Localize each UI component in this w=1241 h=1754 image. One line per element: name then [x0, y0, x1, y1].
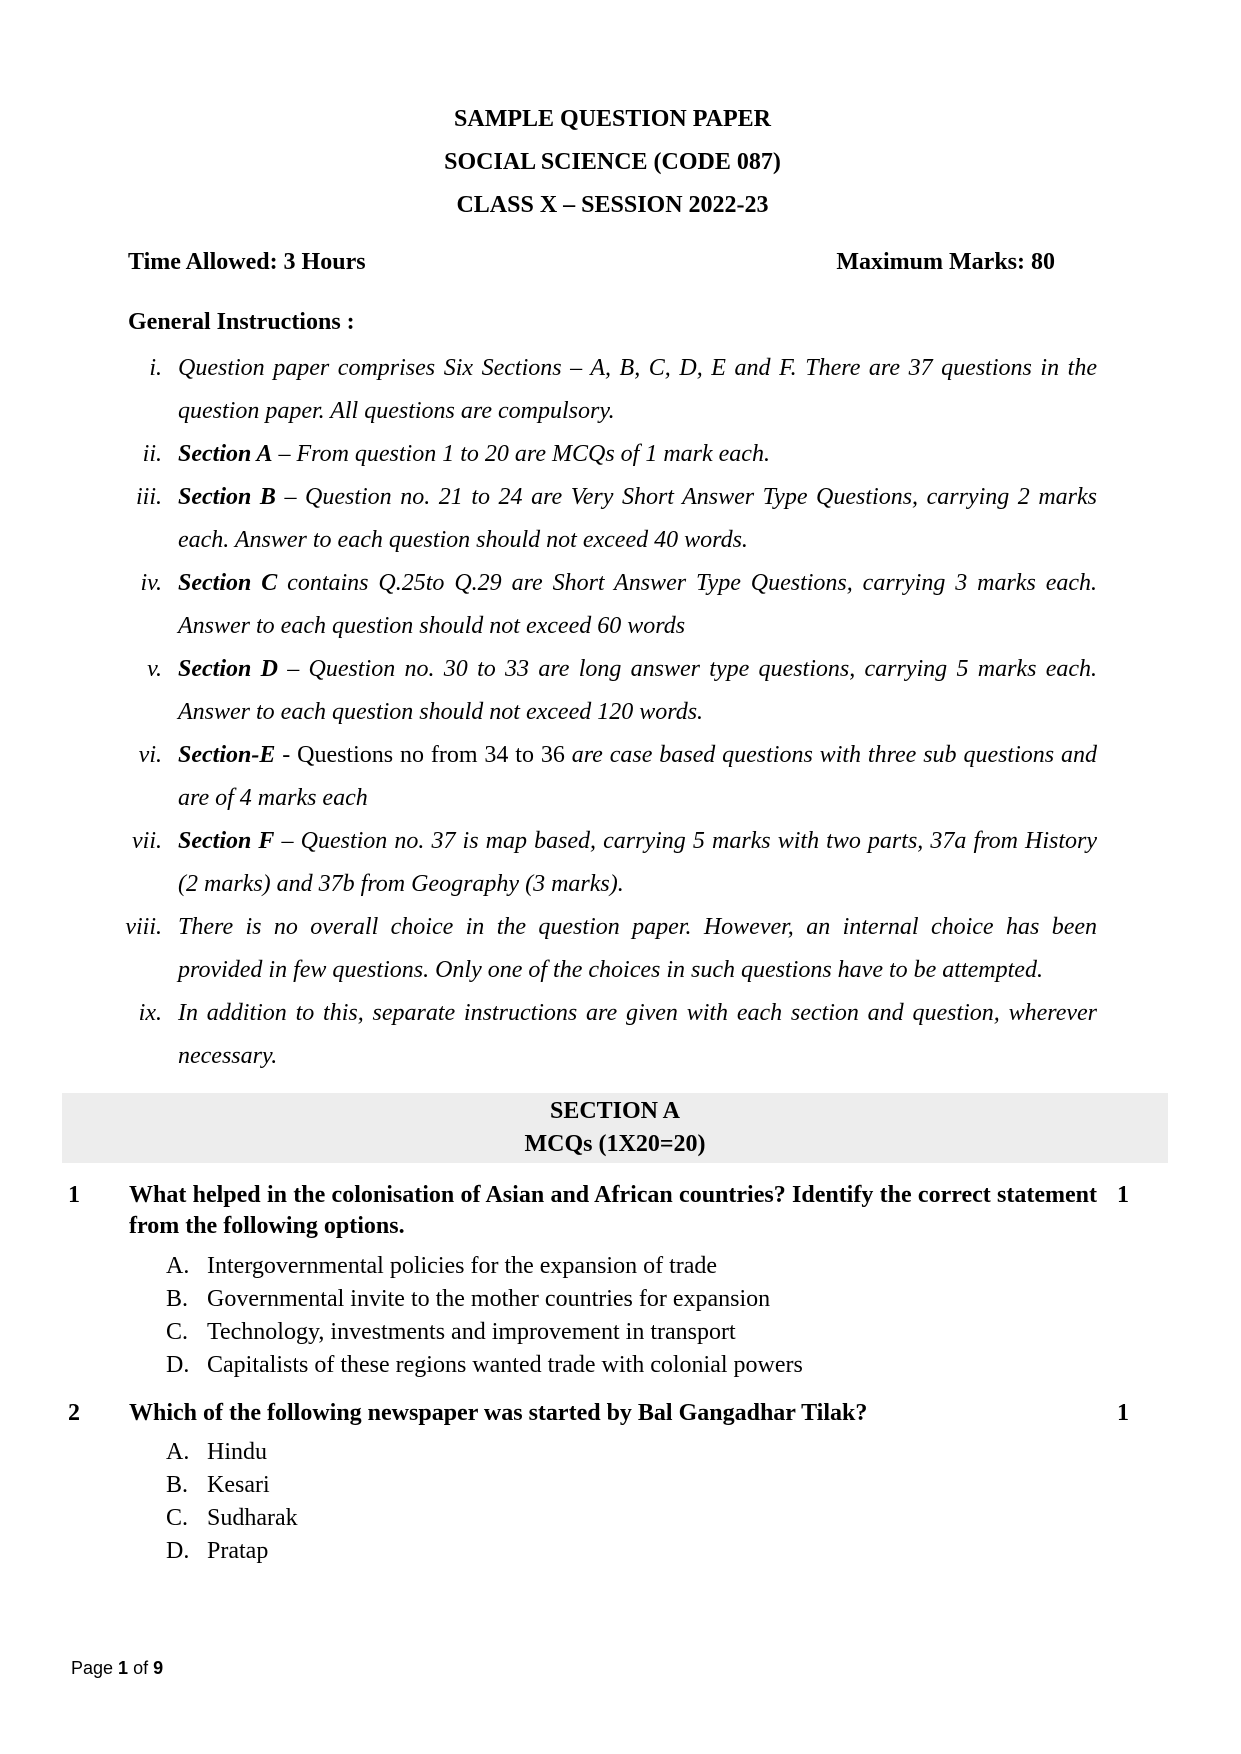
instruction-text: Section A – From question 1 to 20 are MCQs of 1 mark each.	[178, 441, 770, 467]
section-a-header-band	[62, 1093, 1168, 1163]
title-line-3: CLASS X – SESSION 2022-23	[456, 192, 769, 218]
instruction-number: vii.	[132, 828, 162, 854]
instruction-text: Section B – Question no. 21 to 24 are Very Short Answer Type Questions, carrying 2 marks each. Answer to each question should not exceed 40 words.	[178, 484, 1098, 553]
option-row	[166, 1250, 1168, 1283]
footer-page-number: 1	[118, 1658, 129, 1678]
instruction-item	[112, 820, 1097, 906]
instruction-item	[112, 906, 1097, 992]
option-label: C.	[166, 1505, 189, 1531]
section-a-heading: SECTION A	[549, 1098, 681, 1124]
option-label: D.	[166, 1538, 190, 1564]
instruction-text: Section C contains Q.25to Q.29 are Short Answer Type Questions, carrying 3 marks each. Answer to each question should not exceed 60 words	[178, 570, 1098, 639]
general-instructions-list	[112, 347, 1097, 1078]
general-instructions-heading: General Instructions :	[128, 309, 355, 335]
instruction-number: ii.	[142, 441, 162, 467]
instruction-item	[112, 347, 1097, 433]
footer-of-word: of	[133, 1658, 149, 1678]
question-text: Which of the following newspaper was started by Bal Gangadhar Tilak?	[129, 1400, 868, 1426]
instruction-number: i.	[149, 355, 162, 381]
title-line-1: SAMPLE QUESTION PAPER	[454, 106, 771, 132]
option-row	[166, 1436, 1168, 1469]
option-row	[166, 1283, 1168, 1316]
option-text: Sudharak	[207, 1505, 298, 1531]
question-row-2	[62, 1398, 1168, 1429]
option-label: A.	[166, 1253, 190, 1279]
question-2-options	[166, 1436, 1168, 1568]
instruction-number: iii.	[135, 484, 162, 510]
instruction-number: ix.	[138, 1000, 162, 1026]
question-1-options	[166, 1250, 1168, 1382]
instruction-text: In addition to this, separate instructions are given with each section and question, wherever necessary.	[178, 1000, 1097, 1069]
instruction-text: Section-E - Questions no from 34 to 36 are case based questions with three sub questions and are of 4 marks each	[178, 742, 1097, 811]
option-label: B.	[166, 1286, 189, 1312]
option-text: Capitalists of these regions wanted trade with colonial powers	[207, 1352, 803, 1378]
option-text: Kesari	[207, 1472, 270, 1498]
option-label: B.	[166, 1472, 189, 1498]
time-allowed-label: Time Allowed: 3 Hours	[128, 249, 366, 275]
meta-row	[128, 241, 1097, 284]
title-line-2: SOCIAL SCIENCE (CODE 087)	[444, 149, 781, 175]
option-row	[166, 1469, 1168, 1502]
instruction-number: v.	[147, 656, 162, 682]
instruction-number: viii.	[125, 914, 162, 940]
option-text: Governmental invite to the mother countries for expansion	[207, 1286, 771, 1312]
instruction-text: There is no overall choice in the question paper. However, an internal choice has been provided in few questions. Only one of the choices in such questions have to be attempted.	[178, 914, 1097, 983]
page-content	[125, 0, 1098, 1078]
option-text: Intergovernmental policies for the expansion of trade	[207, 1253, 718, 1279]
footer-total-pages: 9	[153, 1658, 164, 1678]
option-text: Pratap	[207, 1538, 269, 1564]
option-label: D.	[166, 1352, 190, 1378]
option-row	[166, 1502, 1168, 1535]
instruction-item	[112, 433, 1097, 476]
questions-area	[62, 1180, 1168, 1584]
option-label: A.	[166, 1439, 190, 1465]
instruction-item	[112, 648, 1097, 734]
question-marks: 1	[1117, 1182, 1129, 1208]
instruction-item	[112, 734, 1097, 820]
instruction-item	[112, 562, 1097, 648]
instruction-text: Section F – Question no. 37 is map based, carrying 5 marks with two parts, 37a from History (2 marks) and 37b from Geography (3 marks).	[178, 828, 1098, 897]
footer-page-word: Page	[71, 1658, 114, 1678]
instruction-text: Section D – Question no. 30 to 33 are long answer type questions, carrying 5 marks each. Answer to each question should not exceed 120 words.	[178, 656, 1098, 725]
instruction-text: Question paper comprises Six Sections – A, B, C, D, E and F. There are 37 questions in the question paper. All questions are compulsory.	[178, 355, 1097, 424]
page-footer	[71, 1658, 163, 1679]
option-row	[166, 1535, 1168, 1568]
instruction-number: iv.	[140, 570, 162, 596]
option-label: C.	[166, 1319, 189, 1345]
maximum-marks-label: Maximum Marks: 80	[836, 249, 1055, 275]
question-marks: 1	[1117, 1400, 1129, 1426]
instruction-item	[112, 992, 1097, 1078]
question-number: 1	[68, 1182, 80, 1208]
option-row	[166, 1349, 1168, 1382]
option-text: Technology, investments and improvement in transport	[207, 1319, 736, 1345]
question-row-1	[62, 1180, 1168, 1242]
paper-title	[128, 0, 1097, 227]
question-number: 2	[68, 1400, 80, 1426]
option-text: Hindu	[207, 1439, 267, 1465]
instruction-number: vi.	[138, 742, 162, 768]
section-a-subheading: MCQs (1X20=20)	[524, 1131, 706, 1157]
question-text: What helped in the colonisation of Asian and African countries? Identify the correct statement from the following options.	[129, 1182, 1097, 1239]
option-row	[166, 1316, 1168, 1349]
instruction-item	[112, 476, 1097, 562]
